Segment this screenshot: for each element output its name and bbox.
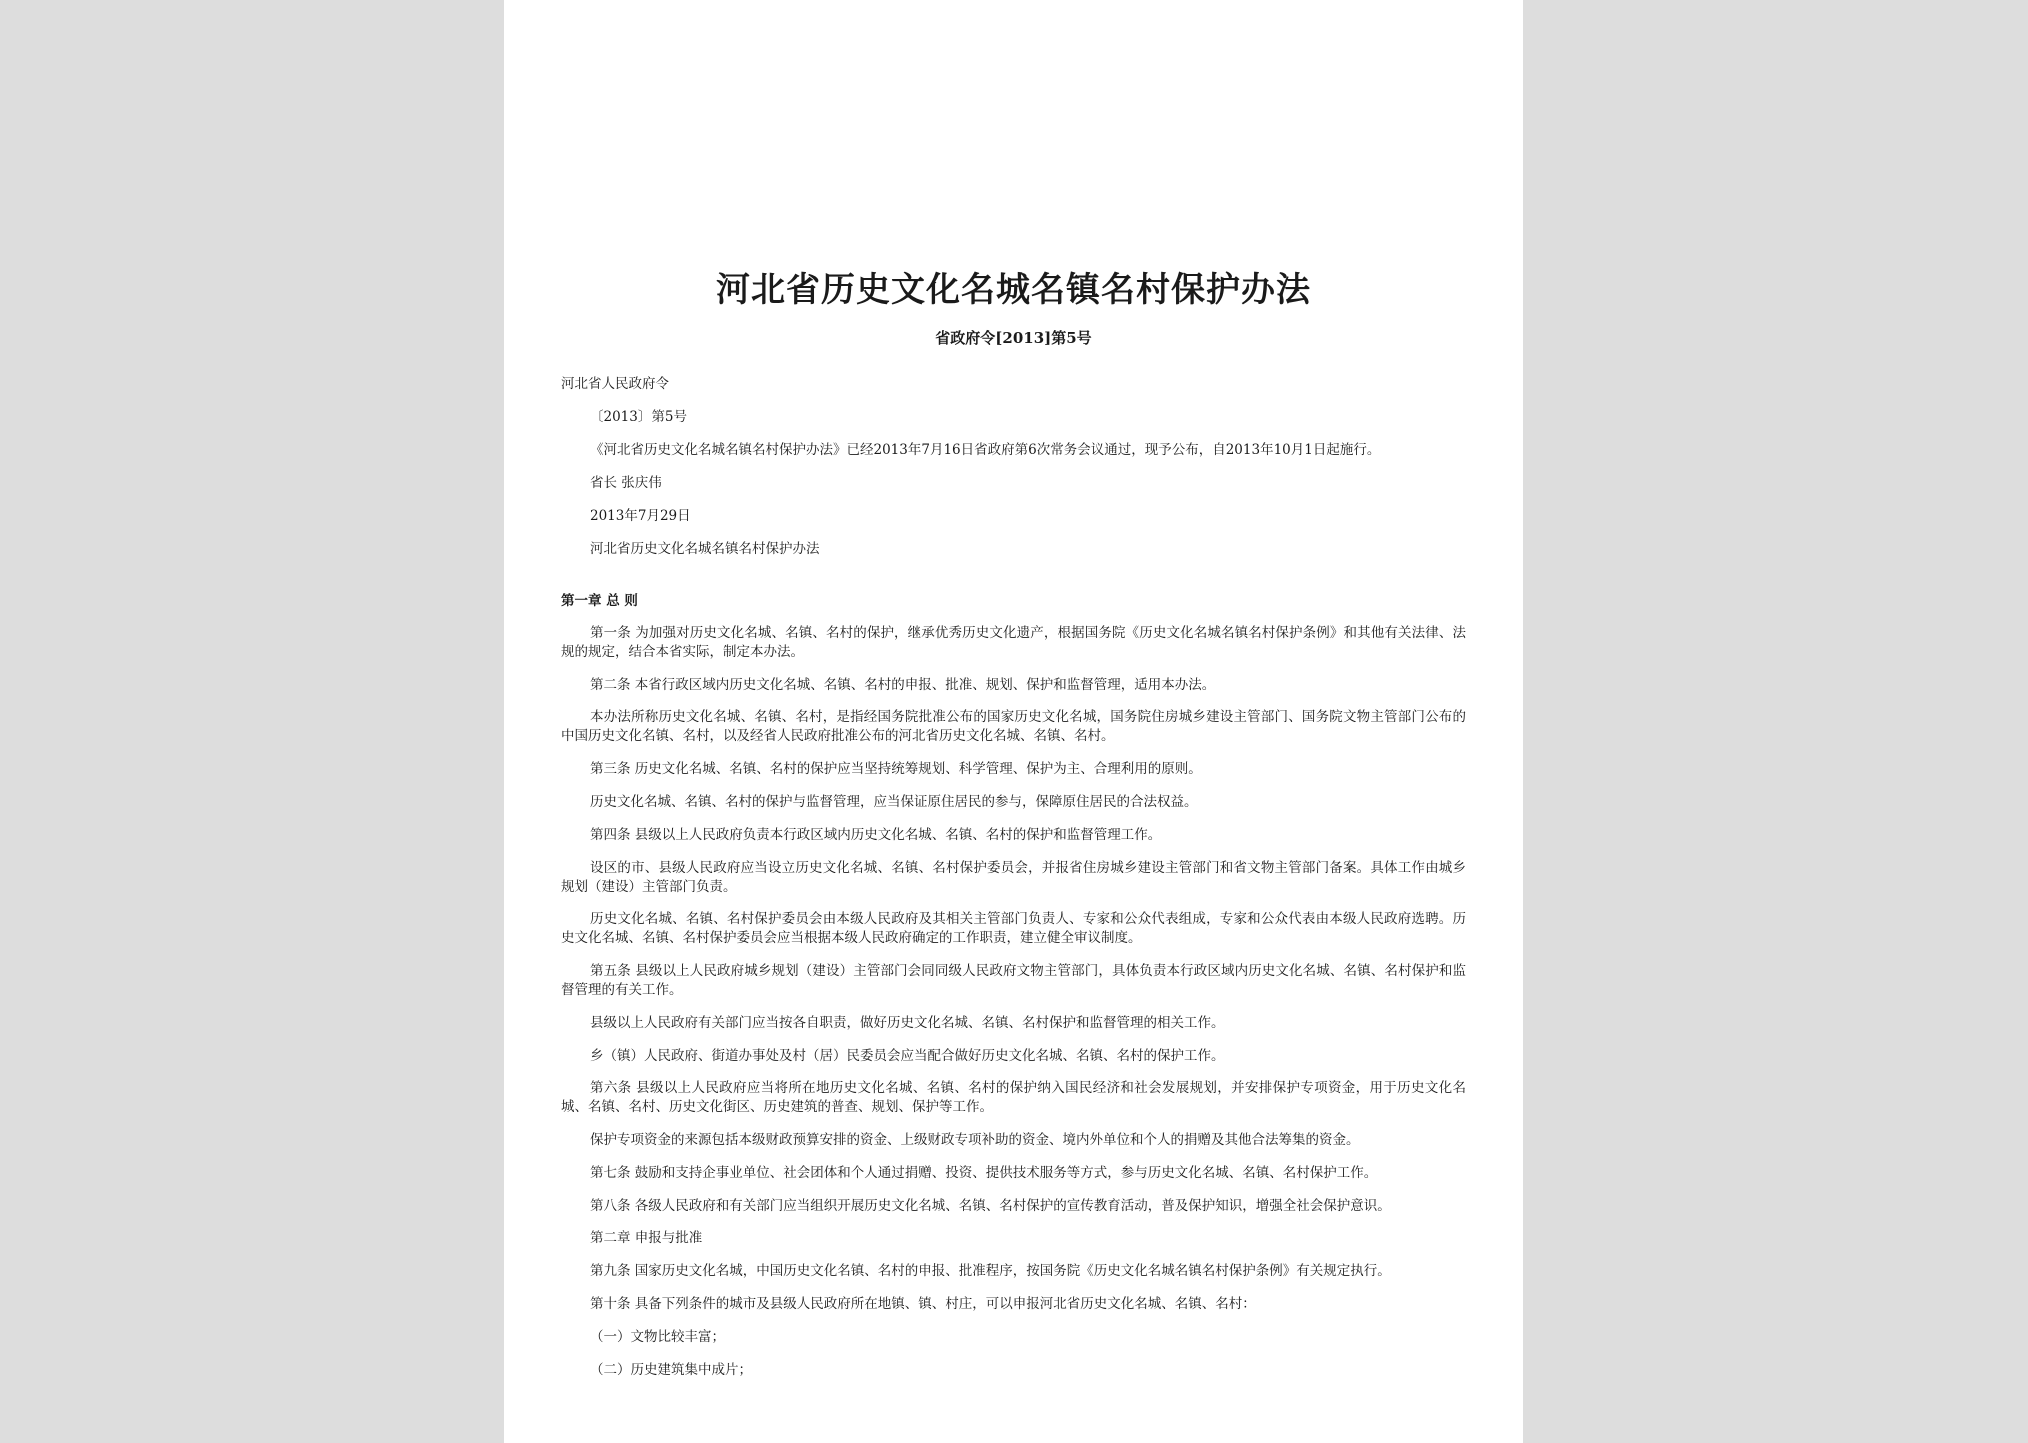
paragraph: 设区的市、县级人民政府应当设立历史文化名城、名镇、名村保护委员会，并报省住房城乡建设主管部门和省文物主管部门备案。具体工作由城乡规划（建设）主管部门负责。 — [561, 860, 1466, 895]
order-number: 〔2013〕第5号 — [590, 409, 687, 425]
paragraph: 第六条 县级以上人民政府应当将所在地历史文化名城、名镇、名村的保护纳入国民经济和社会发展规划，并安排保护专项资金，用于历史文化名城、名镇、名村、历史文化街区、历史建筑的普查、规划、保护等工作。 — [561, 1080, 1466, 1115]
paragraph: 第九条 国家历史文化名城，中国历史文化名镇、名村的申报、批准程序，按国务院《历史文化名城名镇名村保护条例》有关规定执行。 — [590, 1263, 1391, 1279]
paragraph: 历史文化名城、名镇、名村的保护与监督管理，应当保证原住居民的参与，保障原住居民的合法权益。 — [590, 794, 1198, 810]
paragraph: 第五条 县级以上人民政府城乡规划（建设）主管部门会同同级人民政府文物主管部门，具体负责本行政区域内历史文化名城、名镇、名村保护和监督管理的有关工作。 — [561, 963, 1466, 998]
paragraph: 第十条 具备下列条件的城市及县级人民政府所在地镇、镇、村庄，可以申报河北省历史文化名城、名镇、名村： — [590, 1296, 1256, 1312]
issuer-line: 河北省人民政府令 — [561, 376, 669, 392]
signatory: 省长 张庆伟 — [590, 475, 662, 491]
paragraph: 本办法所称历史文化名城、名镇、名村，是指经国务院批准公布的国家历史文化名城，国务院住房城乡建设主管部门、国务院文物主管部门公布的中国历史文化名镇、名村，以及经省人民政府批准公布的河北省历史文化名城、名镇、名村。 — [561, 709, 1466, 744]
chapter-heading: 第二章 申报与批准 — [590, 1230, 703, 1246]
document-subtitle: 省政府令[2013]第5号 — [935, 329, 1092, 347]
document-page — [504, 0, 1523, 1443]
regulation-name: 河北省历史文化名城名镇名村保护办法 — [590, 541, 820, 557]
promulgation-text: 《河北省历史文化名城名镇名村保护办法》已经2013年7月16日省政府第6次常务会议通过，现予公布，自2013年10月1日起施行。 — [590, 442, 1381, 458]
list-item: （一）文物比较丰富； — [590, 1329, 725, 1345]
paragraph: 乡（镇）人民政府、街道办事处及村（居）民委员会应当配合做好历史文化名城、名镇、名村的保护工作。 — [590, 1048, 1225, 1064]
paragraph: 第三条 历史文化名城、名镇、名村的保护应当坚持统筹规划、科学管理、保护为主、合理利用的原则。 — [590, 761, 1202, 777]
paragraph: 县级以上人民政府有关部门应当按各自职责，做好历史文化名城、名镇、名村保护和监督管理的相关工作。 — [590, 1015, 1225, 1031]
chapter-heading: 第一章 总 则 — [561, 593, 638, 609]
sign-date: 2013年7月29日 — [590, 508, 691, 524]
paragraph: 第四条 县级以上人民政府负责本行政区域内历史文化名城、名镇、名村的保护和监督管理工作。 — [590, 827, 1162, 843]
document-title: 河北省历史文化名城名镇名村保护办法 — [716, 270, 1311, 310]
paragraph: 历史文化名城、名镇、名村保护委员会由本级人民政府及其相关主管部门负责人、专家和公众代表组成，专家和公众代表由本级人民政府选聘。历史文化名城、名镇、名村保护委员会应当根据本级人民政府确定的工作职责，建立健全审议制度。 — [561, 911, 1466, 946]
list-item: （二）历史建筑集中成片； — [590, 1362, 752, 1378]
paragraph: 第八条 各级人民政府和有关部门应当组织开展历史文化名城、名镇、名村保护的宣传教育活动，普及保护知识，增强全社会保护意识。 — [590, 1198, 1391, 1214]
paragraph: 保护专项资金的来源包括本级财政预算安排的资金、上级财政专项补助的资金、境内外单位和个人的捐赠及其他合法筹集的资金。 — [590, 1132, 1360, 1148]
paragraph: 第二条 本省行政区域内历史文化名城、名镇、名村的申报、批准、规划、保护和监督管理，适用本办法。 — [590, 677, 1216, 693]
paragraph: 第七条 鼓励和支持企事业单位、社会团体和个人通过捐赠、投资、提供技术服务等方式，参与历史文化名城、名镇、名村保护工作。 — [590, 1165, 1378, 1181]
paragraph: 第一条 为加强对历史文化名城、名镇、名村的保护，继承优秀历史文化遗产，根据国务院《历史文化名城名镇名村保护条例》和其他有关法律、法规的规定，结合本省实际，制定本办法。 — [561, 625, 1466, 660]
